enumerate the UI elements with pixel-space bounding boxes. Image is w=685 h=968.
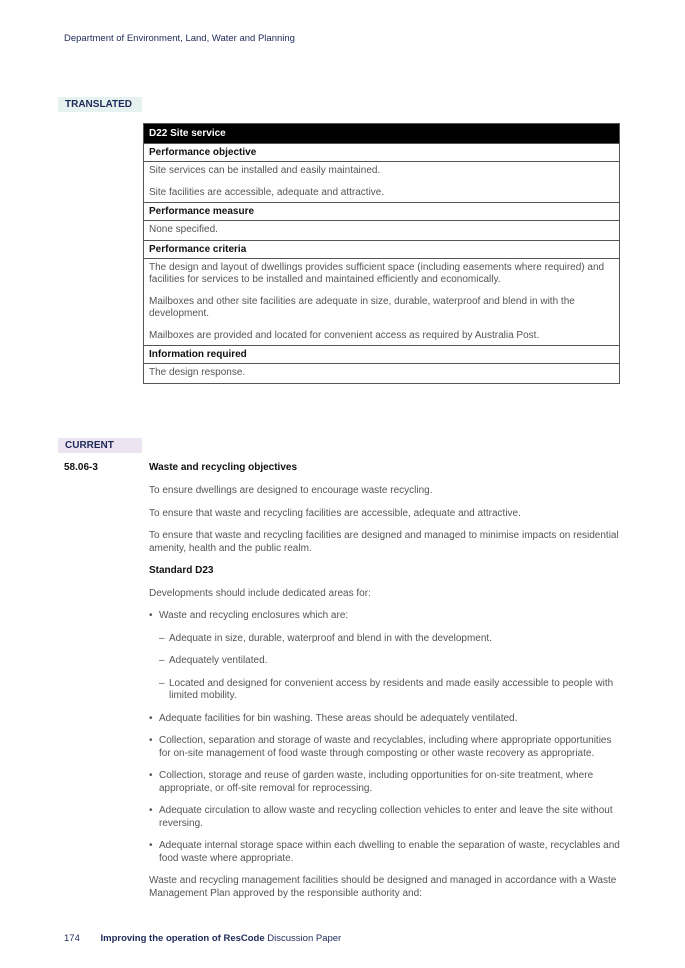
bullet-item: • Waste and recycling enclosures which are: [149,610,621,623]
criteria-cell [144,258,620,346]
standard-heading: Standard D23 [149,565,214,576]
criteria-text: Mailboxes and other site facilities are adequate in size, durable, waterproof and blend in with the development. [149,295,575,319]
page-number: 174 [64,933,80,944]
current-tag: CURRENT [58,438,142,453]
closing-paragraph: Waste and recycling management facilities should be designed and managed in accordance with a Waste Management Plan approved by the responsible authority and: [149,875,617,899]
criteria-label: Performance criteria [144,240,620,258]
info-text: The design response. [149,367,246,378]
page-footer [64,933,341,944]
criteria-text: The design and layout of dwellings provides sufficient space (including easements where required) and facilities for services to be installed and maintained efficiently and economically. [149,261,605,285]
bullet-item: • Adequate internal storage space within each dwelling to enable the separation of waste, recyclables and food waste where appropriate. [149,840,621,865]
bullet-item: • Adequate circulation to allow waste and recycling collection vehicles to enter and leave the site without reversing. [149,805,621,830]
bullet-item: • Collection, separation and storage of waste and recyclables, including where appropriate opportunities for on-site management of food waste through composting or other waste recovery as appropriate. [149,735,621,760]
d22-site-service-table [143,123,620,384]
objective-paragraph: To ensure dwellings are designed to encourage waste recycling. [149,485,433,496]
bullet-item: • Adequate facilities for bin washing. These areas should be adequately ventilated. [149,713,621,726]
clause-heading: Waste and recycling objectives [149,462,298,473]
objective-paragraph: To ensure that waste and recycling facilities are accessible, adequate and attractive. [149,507,521,519]
objective-paragraph: To ensure that waste and recycling facilities are designed and managed to minimise impacts on residential amenity, health and the public realm. [149,530,619,554]
info-label: Information required [144,346,620,364]
measure-label: Performance measure [144,203,620,221]
current-clause-body [149,462,621,910]
objective-text: Site facilities are accessible, adequate and attractive. [149,186,385,198]
document-subtitle: Discussion Paper [267,933,342,944]
dash-item: – Adequately ventilated. [149,655,621,668]
clause-number: 58.06-3 [64,462,98,473]
measure-cell [144,221,620,241]
page-header: Department of Environment, Land, Water and Planning [64,33,295,44]
standard-list [149,610,621,865]
info-cell [144,364,620,384]
objective-cell [144,162,620,203]
translated-tag: TRANSLATED [58,97,142,112]
table-title: D22 Site service [144,124,620,144]
measure-text: None specified. [149,224,218,235]
criteria-text: Mailboxes are provided and located for convenient access as required by Australia Post. [149,329,540,341]
objective-label: Performance objective [144,144,620,162]
standard-intro: Developments should include dedicated areas for: [149,587,371,599]
dash-item: – Adequate in size, durable, waterproof and blend in with the development. [149,633,621,646]
objective-text: Site services can be installed and easily maintained. [149,165,381,176]
bullet-item: • Collection, storage and reuse of garden waste, including opportunities for on-site treatment, where appropriate, or off-site removal for reprocessing. [149,770,621,795]
document-title: Improving the operation of ResCode [100,933,265,944]
dash-item: – Located and designed for convenient access by residents and made easily accessible to people with limited mobility. [149,678,621,703]
